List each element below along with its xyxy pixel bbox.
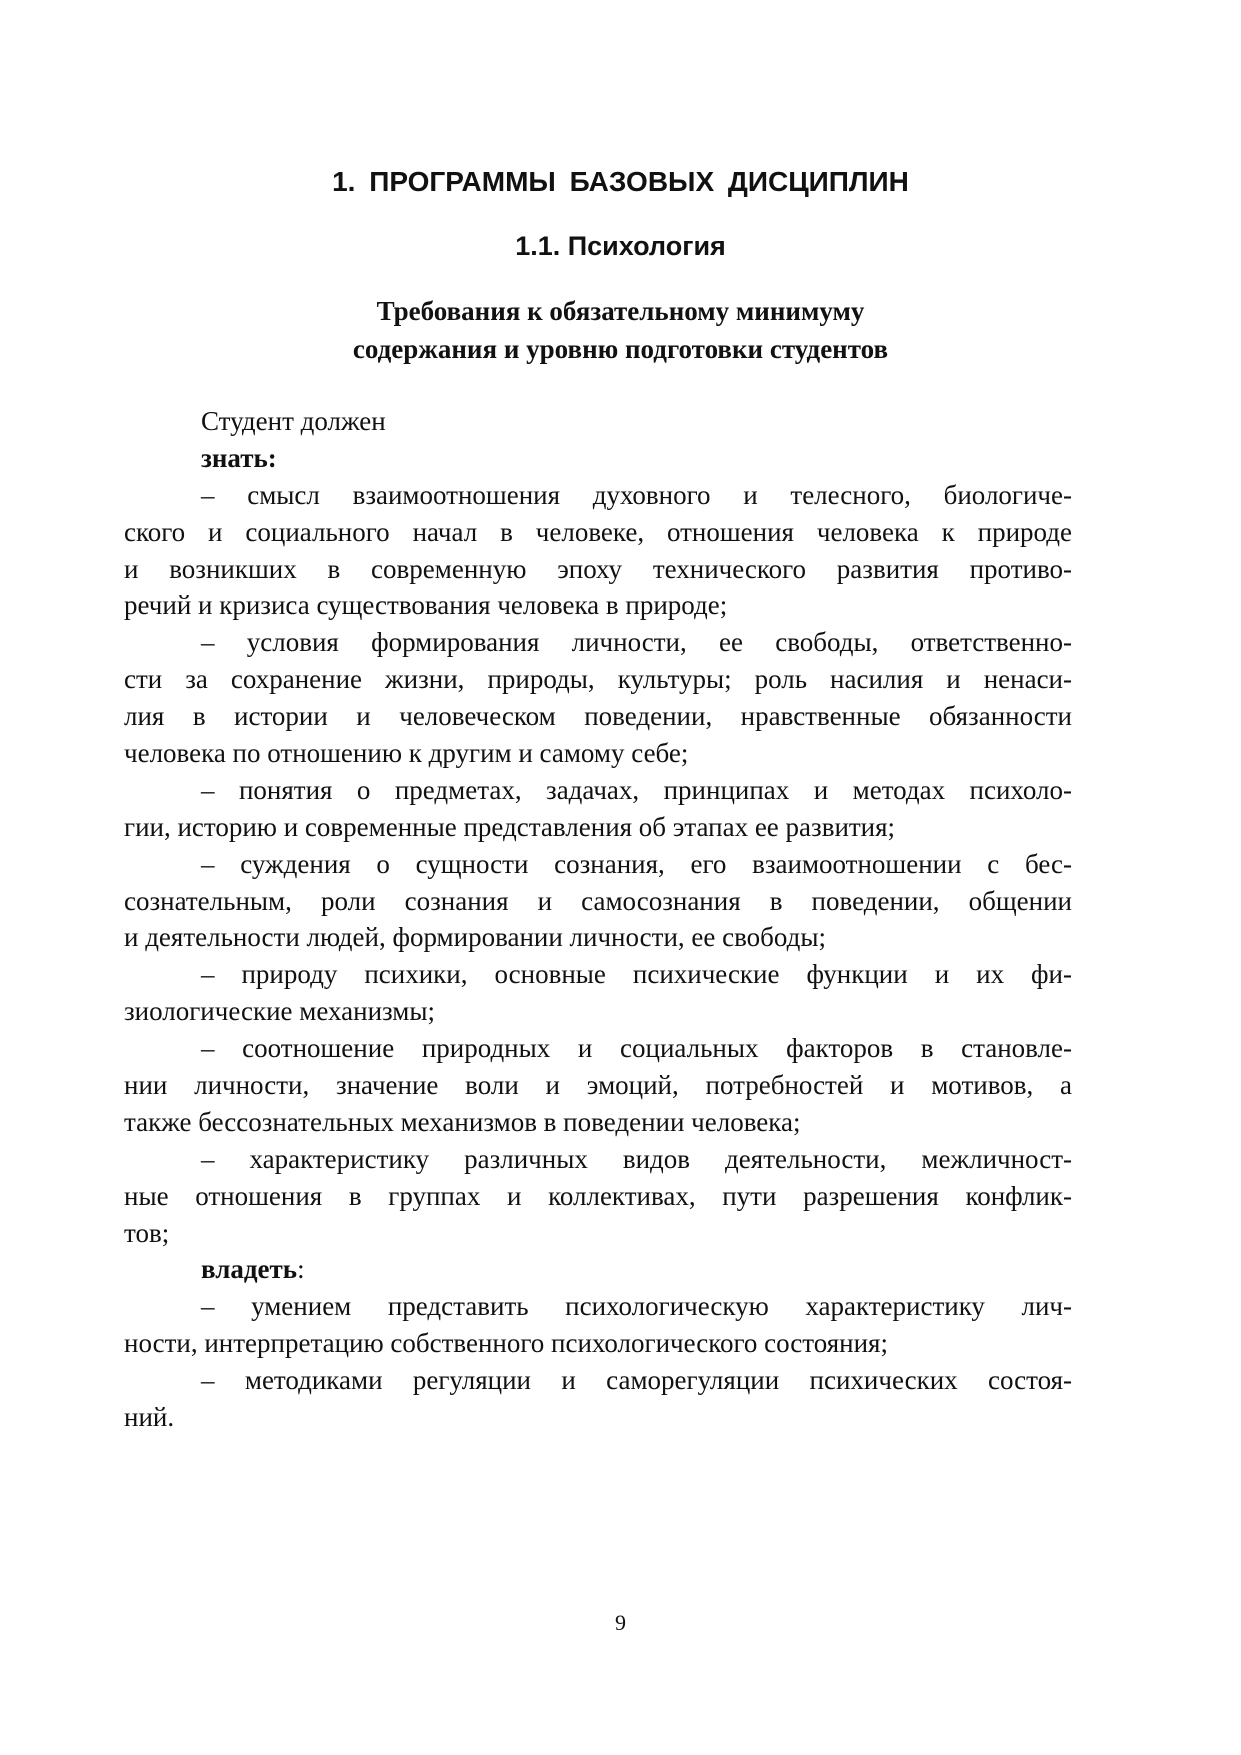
text-line: – смысл взаимоотношения духовного и телесного, биологиче- (201, 479, 1072, 510)
chapter-heading: 1. ПРОГРАММЫ БАЗОВЫХ ДИСЦИПЛИН (332, 166, 909, 197)
list-item (124, 1288, 1072, 1362)
own-label (124, 1251, 1072, 1288)
intro-line: Студент должен (201, 406, 386, 436)
list-item (124, 1030, 1072, 1141)
text-line: ности, интерпретацию собственного психологического состояния; (124, 1328, 888, 1359)
text-line: нии личности, значение воли и эмоций, потребностей и мотивов, а (124, 1070, 1072, 1101)
text-line: гии, историю и современные представления об этапах ее развития; (124, 811, 896, 842)
text-line: и возникших в современную эпоху технического развития противо- (124, 553, 1072, 584)
requirements-title-line: содержания и уровню подготовки студентов (352, 334, 889, 364)
text-line: зиологические механизмы; (124, 996, 436, 1027)
list-item (124, 956, 1072, 1030)
page-number: 9 (615, 1610, 626, 1635)
own-label-text: владеть (201, 1254, 298, 1285)
text-line: сти за сохранение жизни, природы, культуры; роль насилия и ненаси- (124, 664, 1072, 695)
text-line: – характеристику различных видов деятельности, межличност- (201, 1143, 1072, 1174)
text-line: речий и кризиса существования человека в природе; (124, 590, 728, 621)
list-item (124, 1141, 1072, 1252)
text-line: ского и социального начал в человеке, отношения человека к природе (124, 516, 1072, 547)
own-label-colon: : (297, 1254, 305, 1285)
list-item (124, 846, 1072, 957)
body-text (124, 403, 1072, 1436)
text-line: – понятия о предметах, задачах, принципах и методах психоло- (201, 774, 1072, 805)
text-line: – условия формирования личности, ее свободы, ответственно- (201, 627, 1072, 658)
list-item (124, 772, 1072, 846)
text-line: – соотношение природных и социальных факторов в становле- (201, 1033, 1072, 1064)
text-line: ные отношения в группах и коллективах, пути разрешения конфлик- (124, 1180, 1072, 1211)
text-line: также бессознательных механизмов в поведении человека; (124, 1106, 801, 1137)
own-list (124, 1288, 1072, 1436)
know-list (124, 477, 1072, 1252)
text-line: ний. (124, 1402, 175, 1433)
text-line: человека по отношению к другим и самому себе; (124, 738, 689, 769)
requirements-title-line: Требования к обязательному минимуму (376, 296, 865, 326)
text-line: – суждения о сущности сознания, его взаимоотношении с бес- (201, 848, 1072, 879)
text-line: – природу психики, основные психические функции и их фи- (201, 959, 1072, 990)
requirements-title (0, 292, 1241, 368)
know-label-text: знать: (201, 442, 277, 473)
text-line: лия в истории и человеческом поведении, нравственные обязанности (124, 701, 1072, 732)
text-line: – умением представить психологическую характеристику лич- (201, 1291, 1072, 1322)
list-item (124, 477, 1072, 625)
list-item (124, 624, 1072, 772)
text-line: – методиками регуляции и саморегуляции психических состоя- (201, 1365, 1072, 1396)
section-heading: 1.1. Психология (515, 231, 726, 261)
text-line: сознательным, роли сознания и самосознания в поведении, общении (124, 885, 1072, 916)
text-line: тов; (124, 1217, 170, 1248)
list-item (124, 1362, 1072, 1436)
know-label (124, 440, 1072, 477)
text-line: и деятельности людей, формировании личности, ее свободы; (124, 922, 827, 953)
